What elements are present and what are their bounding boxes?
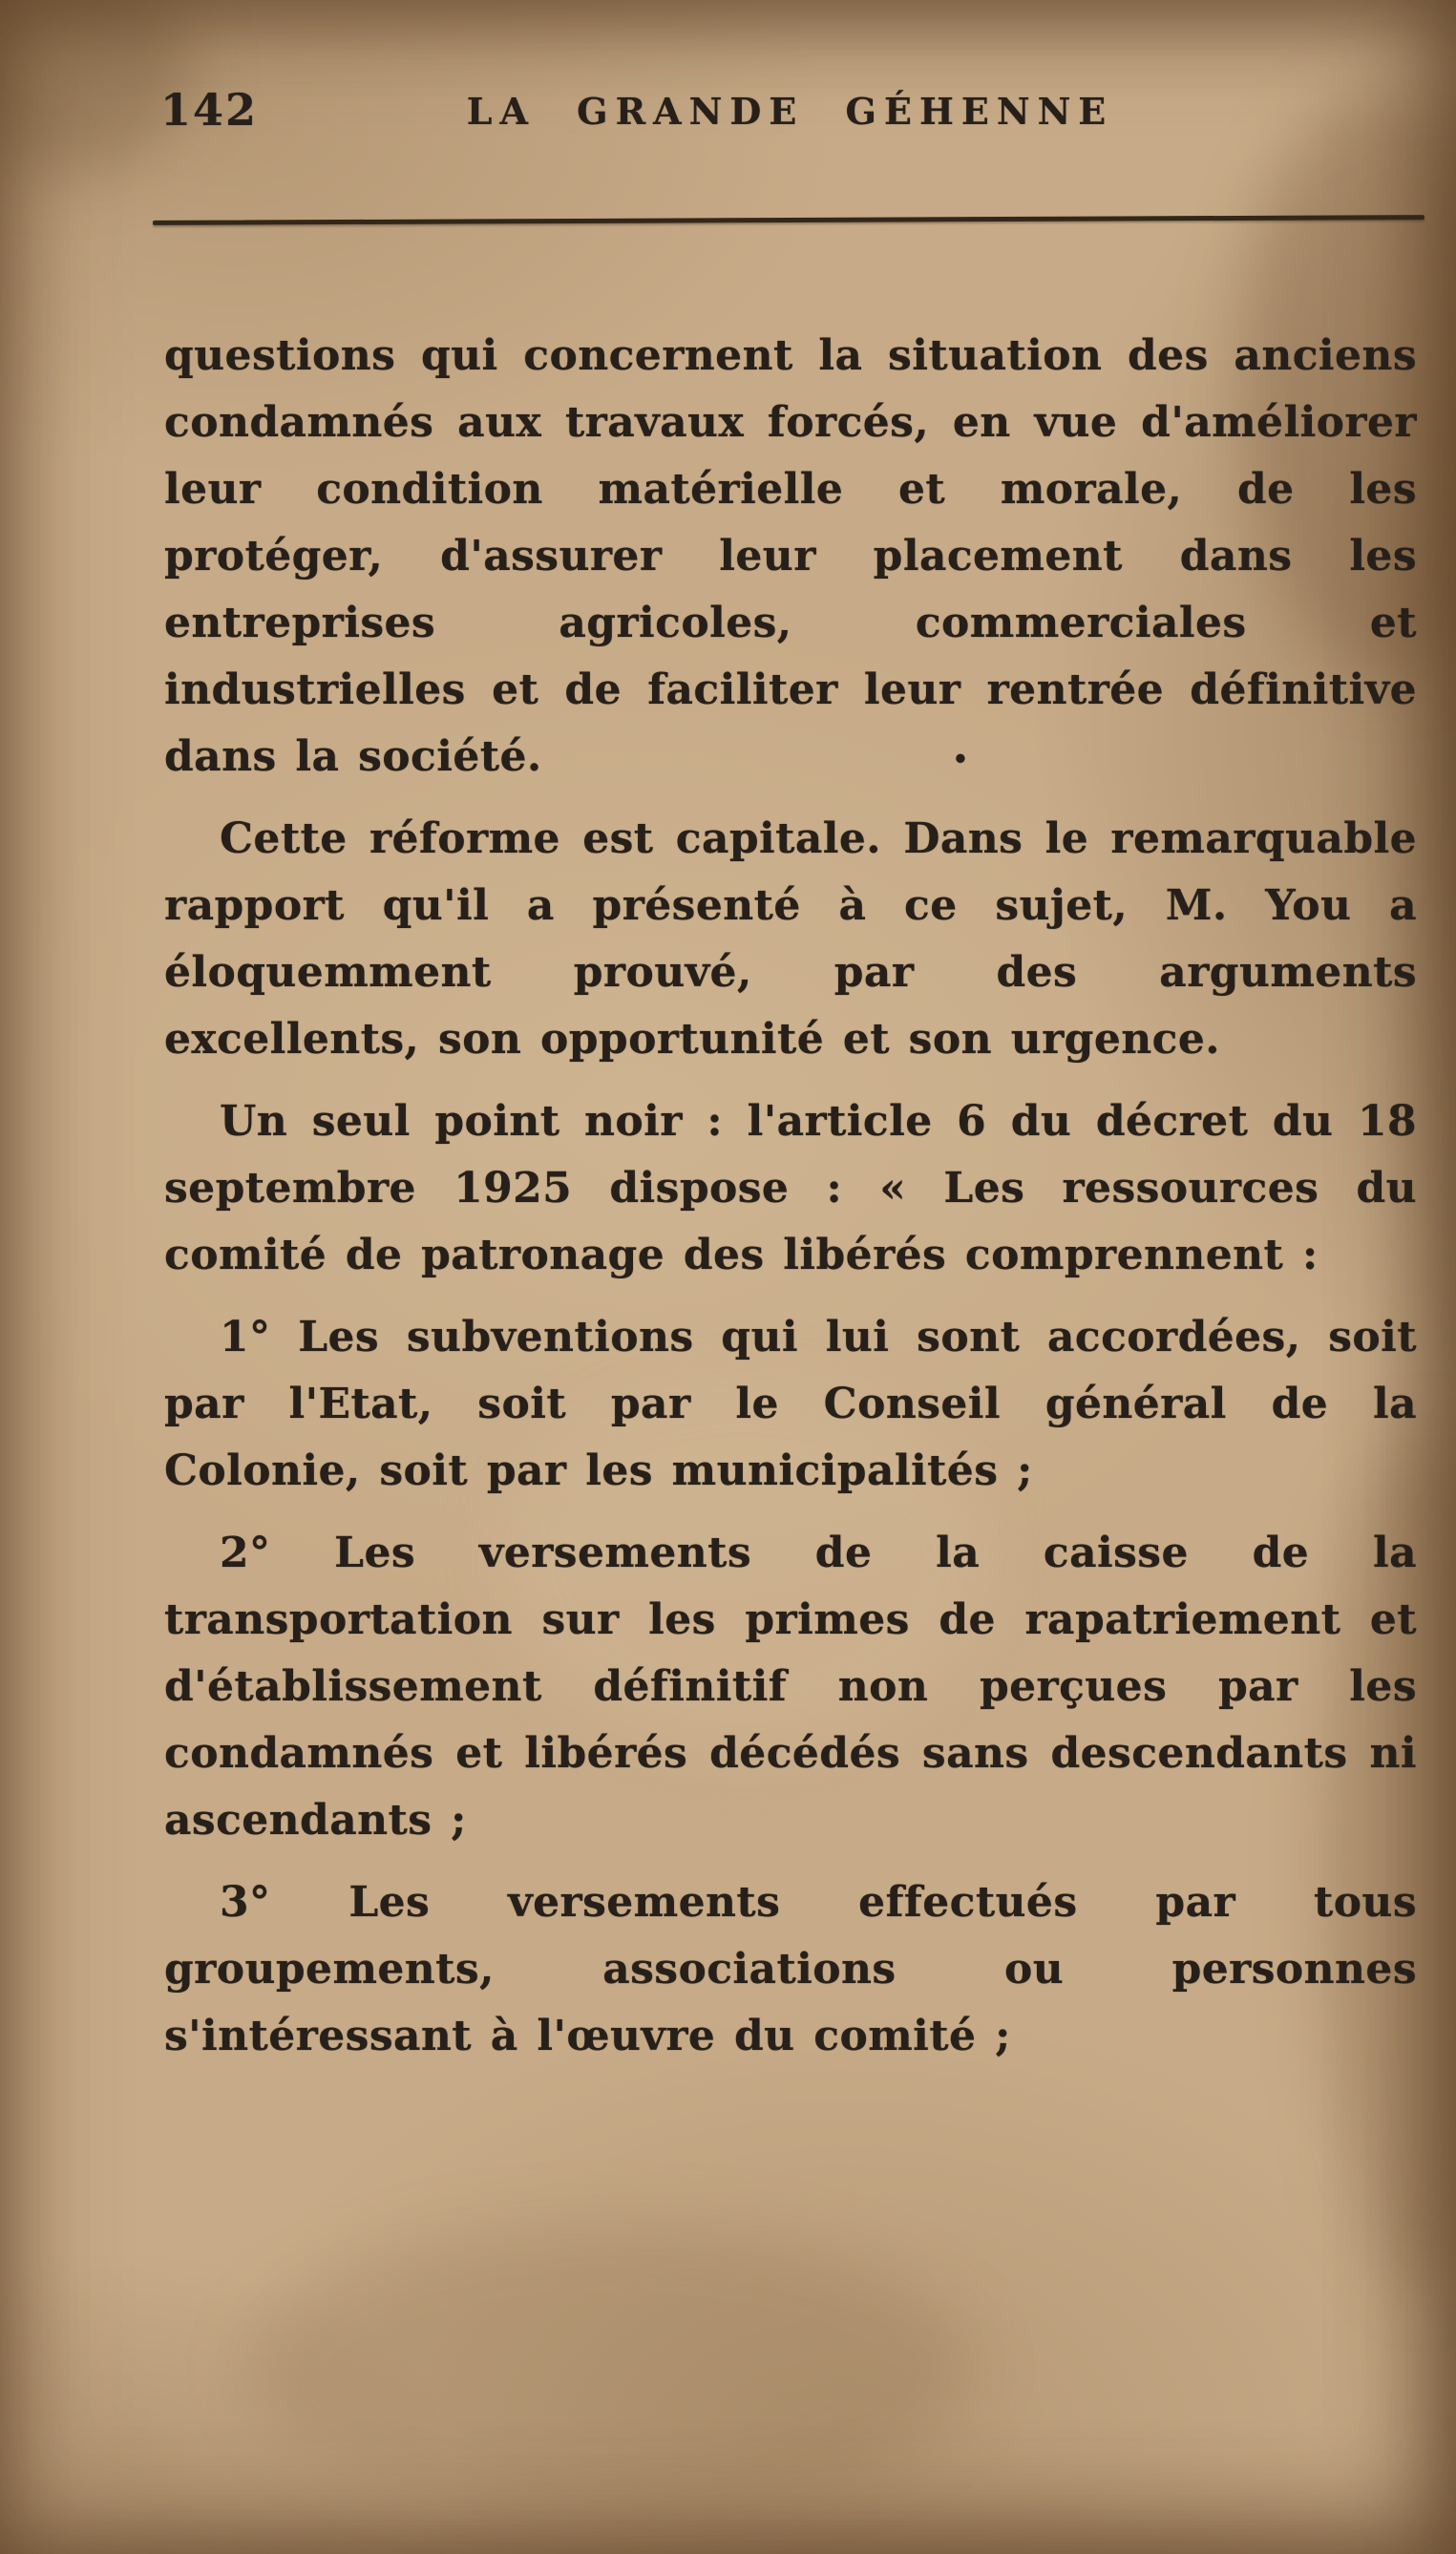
paragraph-text: 1° Les subventions qui lui sont accordées, soit par l'Etat, soit par le Conseil général de la Colonie, soit par les municipalités ;: [164, 1313, 1417, 1495]
paragraph: questions qui concernent la situation des anciens condamnés aux travaux forcés, en vue d'améliorer leur condition matérielle et morale, de les protéger, d'assurer leur placement dans les entreprises agricoles, commerciales et industrielles et de faciliter leur rentrée définitive dans la société. •: [164, 331, 1417, 781]
paragraph: [164, 1869, 1417, 2070]
paragraph-text: Un seul point noir : l'article 6 du décret du 18 septembre 1925 dispose : « Les ressources du comité de patronage des libérés comprennent :: [164, 1097, 1417, 1279]
text-block: [164, 323, 1417, 2085]
paragraph-text: Cette réforme est capitale. Dans le remarquable rapport qu'il a présenté à ce sujet, M. You a éloquemment prouvé, par des arguments excellents, son opportunité et son urgence.: [164, 814, 1417, 1064]
header-rule: [153, 215, 1424, 225]
paragraph: [164, 806, 1417, 1073]
running-title: LA GRANDE GÉHENNE: [466, 90, 1114, 133]
paper-stain: [248, 2225, 974, 2511]
page-number: 142: [160, 84, 259, 136]
paragraph: [164, 1304, 1417, 1505]
paragraph-text: questions qui concernent la situation des anciens condamnés aux travaux forcés, en vue d'améliorer leur condition matérielle et morale, de les protéger, d'assurer leur placement dans les entreprises agricoles, commerciales et industrielles et de faciliter leur rentrée définitive dans la société.: [164, 331, 1417, 781]
paragraph: [164, 1520, 1417, 1854]
paragraph-text: 3° Les versements effectués par tous groupements, associations ou personnes s'intéressant à l'œuvre du comité ;: [164, 1878, 1417, 2060]
paragraph-text: 2° Les versements de la caisse de la transportation sur les primes de rapatriement et d'établissement définitif non perçues par les condamnés et libérés décédés sans descendants ni ascendants ;: [164, 1529, 1417, 1845]
paragraph: [164, 1088, 1417, 1289]
